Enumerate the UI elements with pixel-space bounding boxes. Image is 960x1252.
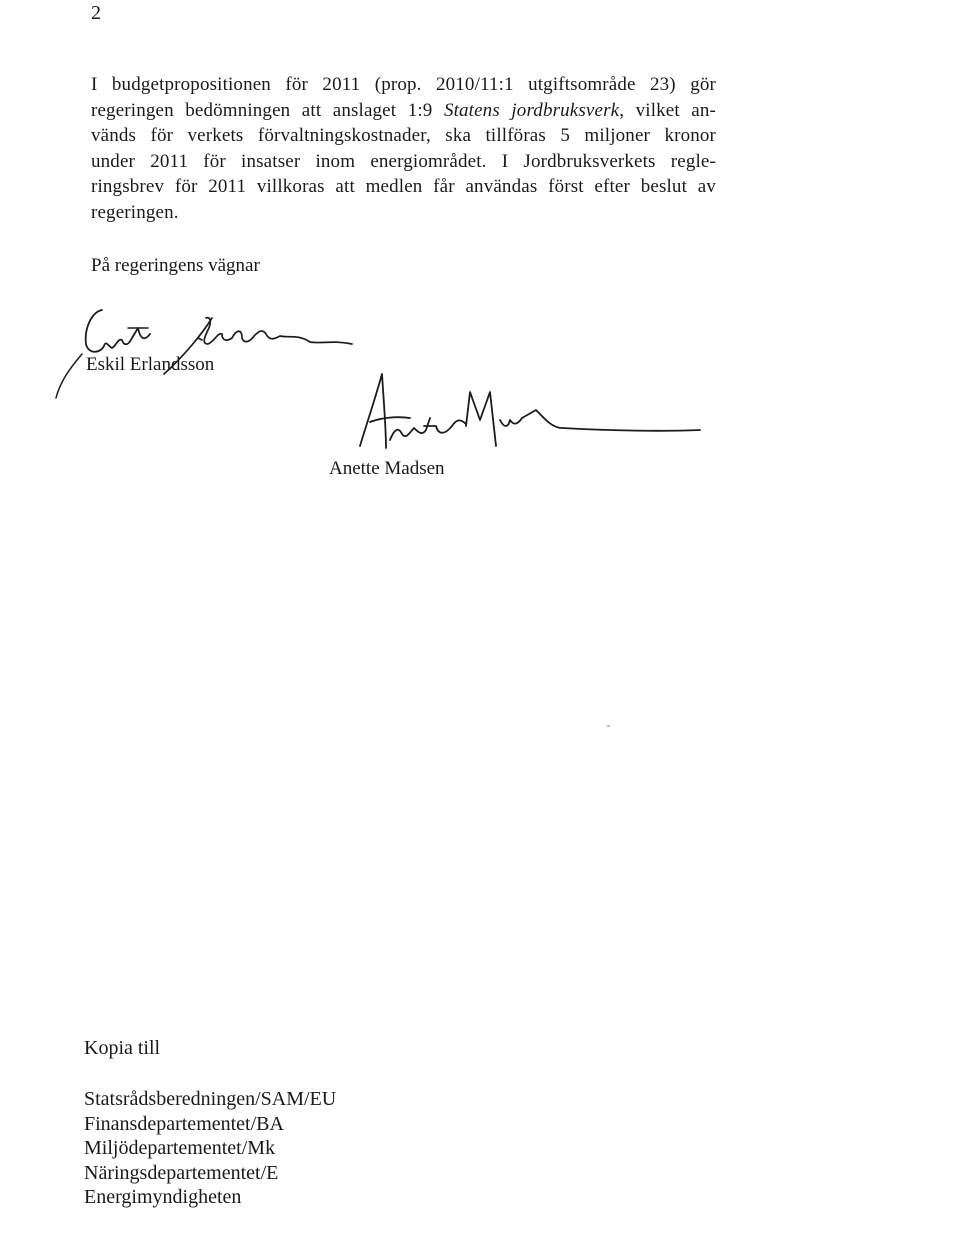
agency-name-italic: Statens jordbruksverk	[443, 99, 620, 121]
body-line: I budgetpropositionen för 2011 (prop. 2010/11:1 utgiftsområde 23) gör	[91, 74, 716, 95]
body-line-end: , vilket an-	[619, 99, 716, 121]
body-line: under 2011 för insatser inom energiområdet. I Jordbruksverkets regle-	[91, 150, 716, 172]
page-number: 2	[91, 2, 101, 24]
scan-speck	[607, 725, 610, 727]
signatory-name: Anette Madsen	[329, 458, 445, 479]
copy-to-heading: Kopia till	[84, 1037, 161, 1059]
body-line: regeringen.	[91, 201, 179, 223]
recipient: Finansdepartementet/BA	[84, 1112, 284, 1135]
recipient-list	[84, 1087, 336, 1210]
recipient: Statsrådsberedningen/SAM/EU	[84, 1088, 337, 1110]
closing-phrase: På regeringens vägnar	[91, 255, 260, 276]
body-line	[91, 98, 716, 124]
recipient: Miljödepartementet/Mk	[84, 1137, 276, 1159]
signature-anette-madsen	[340, 366, 720, 466]
recipient: Energimyndigheten	[84, 1186, 242, 1208]
signatory-name: Eskil Erlandsson	[86, 354, 215, 375]
recipient: Näringsdepartementet/E	[84, 1161, 279, 1184]
body-line-start: regeringen bedömningen att anslaget 1:9	[91, 99, 444, 121]
body-paragraph	[91, 72, 716, 225]
body-line: ringsbrev för 2011 villkoras att medlen får användas först efter beslut av	[91, 176, 716, 197]
body-line: vänds för verkets förvaltningskostnader, ska tillföras 5 miljoner kronor	[91, 125, 716, 146]
